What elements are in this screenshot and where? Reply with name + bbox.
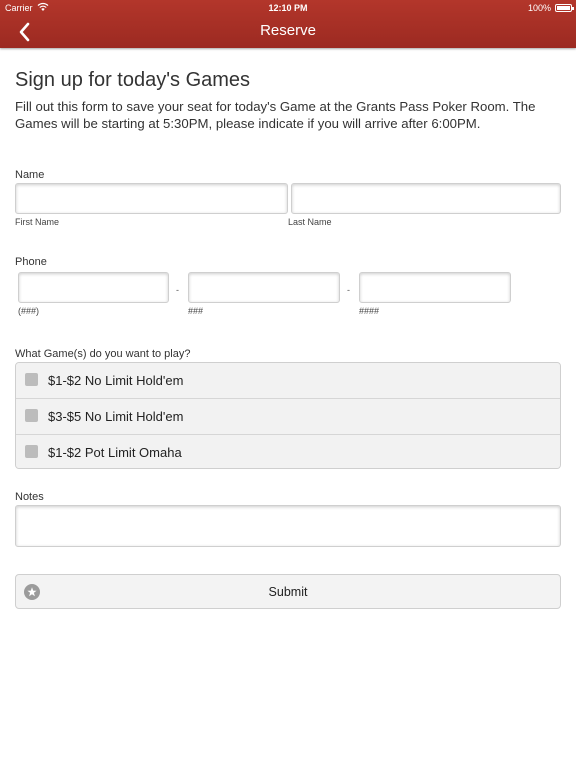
- game-option-nlh-1-2[interactable]: [16, 363, 560, 399]
- checkbox[interactable]: [25, 445, 38, 458]
- submit-label: Submit: [268, 585, 308, 599]
- phone-line-number-input[interactable]: [359, 272, 511, 303]
- carrier-label: Carrier: [5, 3, 33, 13]
- battery-percent: 100%: [527, 3, 551, 13]
- checkbox[interactable]: [25, 373, 38, 386]
- phone-line-sublabel: ####: [359, 306, 380, 316]
- submit-button[interactable]: [15, 574, 561, 609]
- notes-label: Notes: [15, 491, 44, 503]
- phone-area-sublabel: (###): [18, 306, 40, 316]
- name-label: Name: [15, 169, 45, 181]
- status-bar: [0, 0, 576, 16]
- phone-prefix-input[interactable]: [188, 272, 340, 303]
- phone-prefix-sublabel: ###: [188, 306, 204, 316]
- battery-icon: [555, 4, 572, 12]
- phone-label: Phone: [15, 256, 47, 268]
- clock: 12:10 PM: [268, 3, 308, 13]
- game-option-label: $1-$2 Pot Limit Omaha: [48, 445, 182, 460]
- game-option-nlh-3-5[interactable]: [16, 399, 560, 435]
- game-option-label: $3-$5 No Limit Hold'em: [48, 409, 184, 424]
- last-name-sublabel: Last Name: [288, 217, 332, 227]
- checkbox[interactable]: [25, 409, 38, 422]
- games-label: What Game(s) do you want to play?: [15, 348, 191, 360]
- page-title: Reserve: [260, 22, 316, 39]
- phone-separator: -: [347, 285, 350, 295]
- form-heading: Sign up for today's Games: [15, 69, 251, 91]
- games-checkbox-group: [15, 362, 561, 469]
- game-option-plo-1-2[interactable]: [16, 435, 560, 469]
- phone-separator: -: [176, 285, 179, 295]
- game-option-label: $1-$2 No Limit Hold'em: [48, 373, 184, 388]
- first-name-input[interactable]: [15, 183, 288, 214]
- form-description: Fill out this form to save your seat for today's Game at the Grants Pass Poker Room. The Games will be starting at 5:30PM, please indicate if you will arrive after 6:00PM.: [15, 99, 536, 131]
- first-name-sublabel: First Name: [15, 217, 60, 227]
- star-icon: [24, 584, 40, 600]
- navigation-bar: [0, 0, 576, 48]
- phone-area-code-input[interactable]: [18, 272, 169, 303]
- last-name-input[interactable]: [291, 183, 561, 214]
- notes-textarea[interactable]: [15, 505, 561, 547]
